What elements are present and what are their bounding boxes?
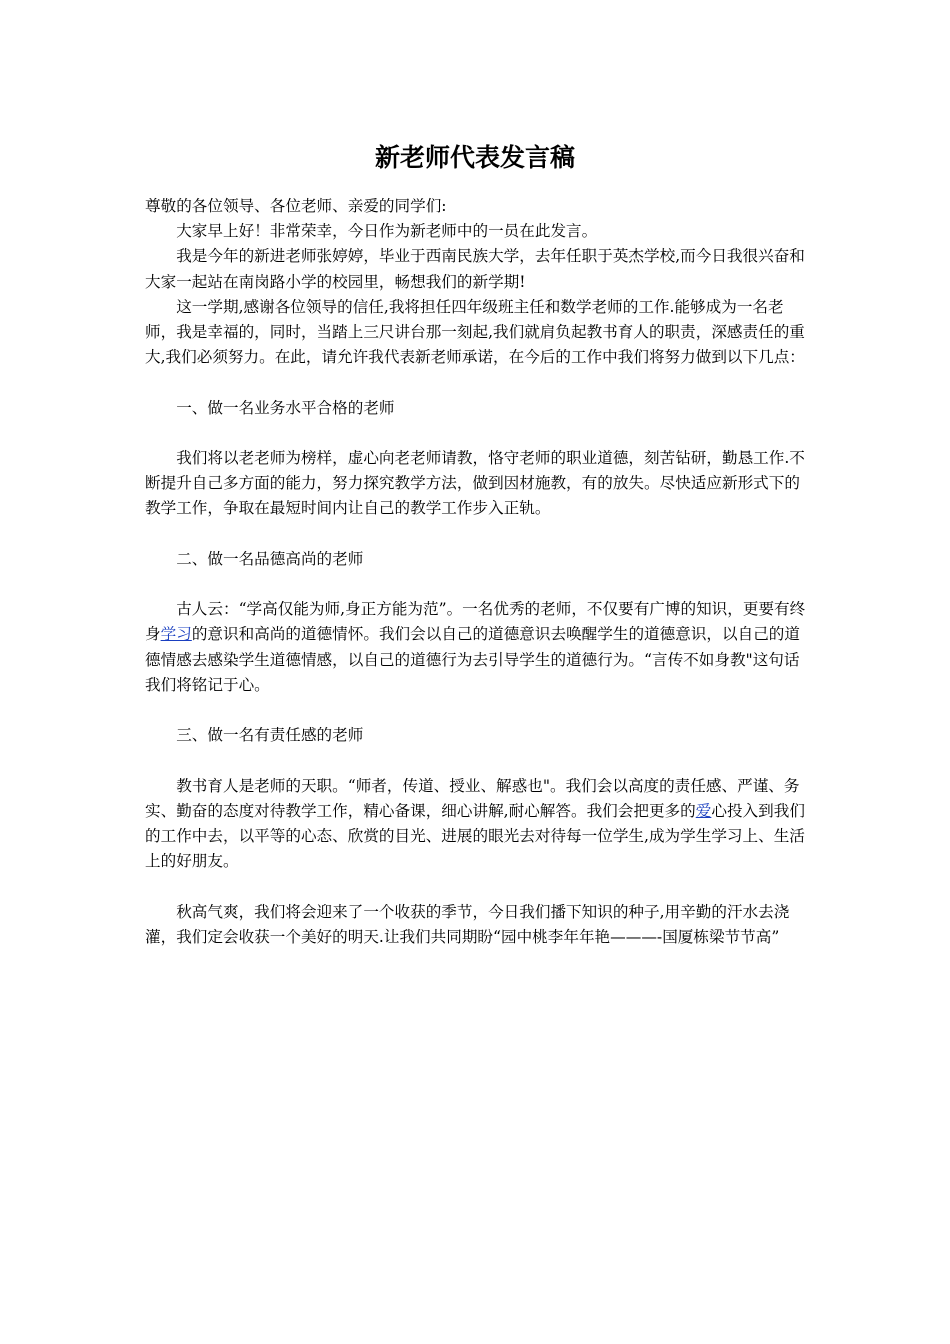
paragraph-introduction: 我是今年的新进老师张婷婷，毕业于西南民族大学，去年任职于英杰学校,而今日我很兴奋和大家一起站在南岗路小学的校园里，畅想我们的新学期! bbox=[145, 247, 805, 291]
spacer bbox=[145, 370, 813, 395]
paragraph-section-3-text-a: 教书育人是老师的天职。“师者，传道、授业、解惑也"。我们会以高度的责任感、严谨、务实、勤奋的态度对待教学工作，精心备课，细心讲解,耐心解答。我们会把更多的 bbox=[145, 776, 800, 820]
spacer bbox=[145, 874, 813, 899]
spacer bbox=[145, 522, 813, 547]
spacer bbox=[145, 421, 813, 446]
paragraph-section-3-text-b: 心投入到我们的工作中去，以平等的心态、欣赏的目光、进展的眼光去对待每一位学生,成为学生学习上、生活上的好朋友。 bbox=[145, 801, 805, 871]
document-body bbox=[145, 194, 813, 950]
salutation: 尊敬的各位领导、各位老师、亲爱的同学们: bbox=[145, 197, 447, 215]
paragraph-section-3 bbox=[145, 774, 813, 875]
heading-section-3: 三、做一名有责任感的老师 bbox=[176, 726, 364, 745]
love-link[interactable]: 爱 bbox=[695, 801, 712, 820]
paragraph-section-2-text-a: 古人云：“学高仅能为师,身正方能为范”。一名优秀的老师，不仅要有广博的知识，更要有终身 bbox=[145, 600, 806, 644]
paragraph-greeting: 大家早上好！非常荣幸，今日作为新老师中的一员在此发言。 bbox=[176, 222, 598, 241]
paragraph-section-1: 我们将以老老师为榜样，虚心向老老师请教，恪守老师的职业道德，刻苦钻研，勤恳工作.不断提升自己多方面的能力，努力探究教学方法，做到因材施教，有的放失。尽快适应新形式下的教学工作，争取在最短时间内让自己的教学工作步入正轨。 bbox=[145, 449, 805, 518]
spacer bbox=[145, 698, 813, 723]
document-title: 新老师代表发言稿 bbox=[374, 143, 575, 172]
paragraph-section-2 bbox=[145, 597, 813, 698]
spacer bbox=[145, 572, 813, 597]
paragraph-commitment: 这一学期,感谢各位领导的信任,我将担任四年级班主任和数学老师的工作.能够成为一名老师，我是幸福的，同时，当踏上三尺讲台那一刻起,我们就肩负起教书育人的职责，深感责任的重大,我们必须努力。在此，请允许我代表新老师承诺，在今后的工作中我们将努力做到以下几点： bbox=[145, 297, 805, 367]
paragraph-section-2-text-b: 的意识和高尚的道德情怀。我们会以自己的道德意识去唤醒学生的道德意识，以自己的道德情感去感染学生道德情感，以自己的道德行为去引导学生的道德行为。“言传不如身教"这句话我们将铭记于心。 bbox=[145, 625, 800, 694]
heading-section-1: 一、做一名业务水平合格的老师 bbox=[176, 398, 395, 417]
spacer bbox=[145, 748, 813, 773]
paragraph-closing: 秋高气爽，我们将会迎来了一个收获的季节，今日我们播下知识的种子,用辛勤的汗水去浇灌，我们定会收获一个美好的明天.让我们共同期盼“园中桃李年年艳———-国厦栋梁节节高” bbox=[145, 902, 790, 946]
study-link[interactable]: 学习 bbox=[160, 625, 192, 644]
heading-section-2: 二、做一名品德高尚的老师 bbox=[176, 549, 364, 568]
